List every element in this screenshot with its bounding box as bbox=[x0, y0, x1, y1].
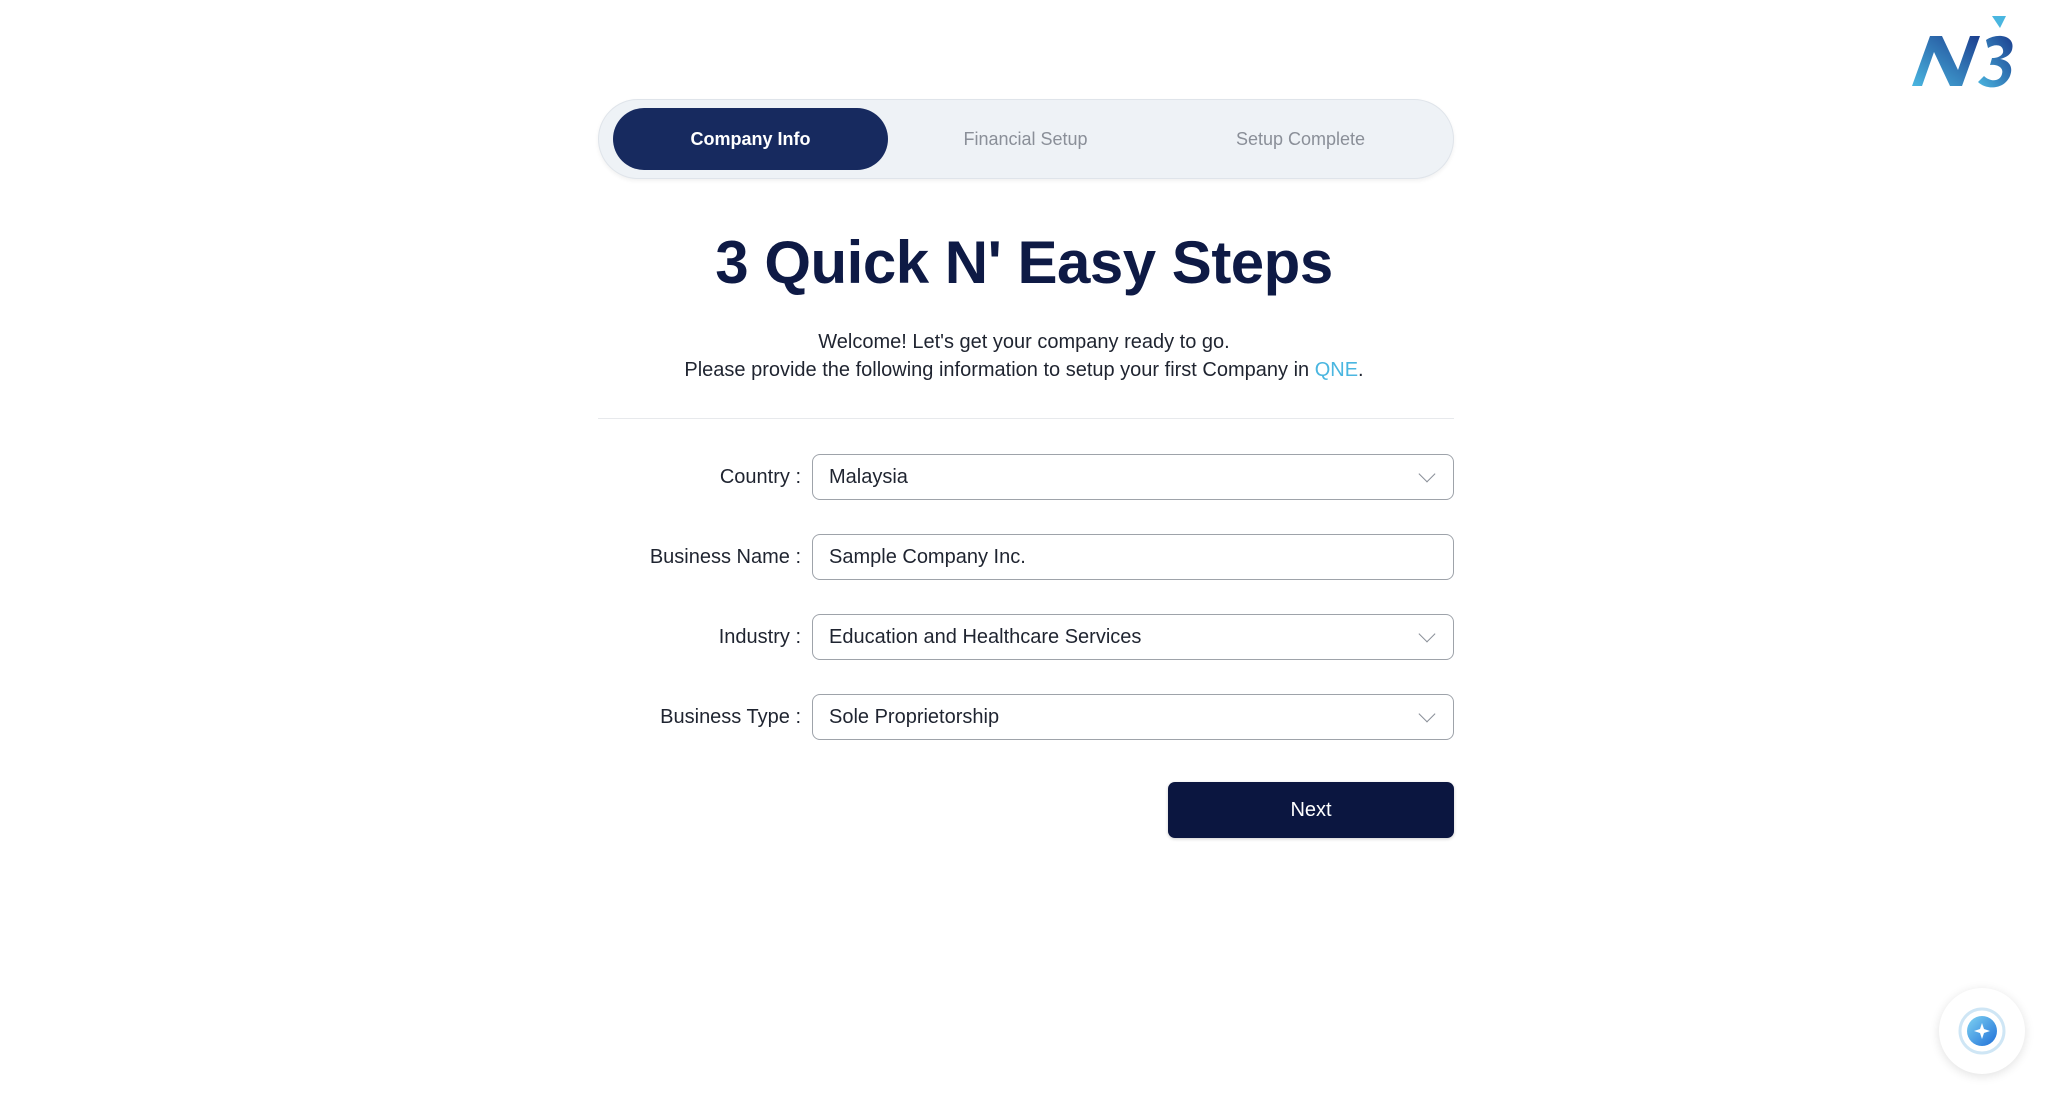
step-label: Company Info bbox=[690, 128, 811, 149]
step-label: Financial Setup bbox=[963, 128, 1088, 149]
step-setup-complete[interactable] bbox=[1163, 108, 1438, 170]
business-type-label: Business Type : bbox=[660, 706, 801, 728]
ai-chat-icon bbox=[1954, 1003, 2010, 1059]
business-name-row bbox=[598, 534, 1454, 580]
ai-chat-button[interactable] bbox=[1939, 988, 2025, 1074]
instruction-suffix: . bbox=[1358, 359, 1364, 381]
chevron-down-icon bbox=[1419, 706, 1436, 723]
step-financial-setup[interactable] bbox=[888, 108, 1163, 170]
industry-label: Industry : bbox=[718, 626, 801, 648]
welcome-line: Welcome! Let's get your company ready to go. bbox=[818, 331, 1230, 353]
chevron-down-icon bbox=[1419, 626, 1436, 643]
industry-value: Education and Healthcare Services bbox=[829, 625, 1142, 648]
business-type-row bbox=[598, 694, 1454, 740]
country-row bbox=[598, 454, 1454, 500]
step-label: Setup Complete bbox=[1235, 128, 1366, 149]
setup-stepper bbox=[598, 99, 1454, 179]
page-title: 3 Quick N' Easy Steps bbox=[715, 229, 1333, 296]
brand-link: QNE bbox=[1314, 359, 1359, 381]
instruction-line bbox=[0, 356, 2048, 384]
country-value: Malaysia bbox=[829, 465, 908, 488]
business-type-value: Sole Proprietorship bbox=[829, 705, 1000, 728]
business-type-select[interactable] bbox=[812, 694, 1454, 740]
step-company-info[interactable] bbox=[613, 108, 888, 170]
industry-select[interactable] bbox=[812, 614, 1454, 660]
divider bbox=[598, 418, 1454, 419]
business-name-input[interactable] bbox=[812, 534, 1454, 580]
chevron-down-icon bbox=[1419, 466, 1436, 483]
industry-row bbox=[598, 614, 1454, 660]
country-select[interactable] bbox=[812, 454, 1454, 500]
n3-logo-icon bbox=[1908, 14, 2026, 94]
next-button[interactable]: Next bbox=[1168, 782, 1454, 838]
business-name-label: Business Name : bbox=[649, 546, 801, 568]
country-label: Country : bbox=[719, 466, 801, 488]
instruction-prefix: Please provide the following information to setup your first Company in bbox=[684, 359, 1315, 381]
n3-logo bbox=[1908, 14, 2026, 94]
welcome-text bbox=[0, 328, 2048, 384]
